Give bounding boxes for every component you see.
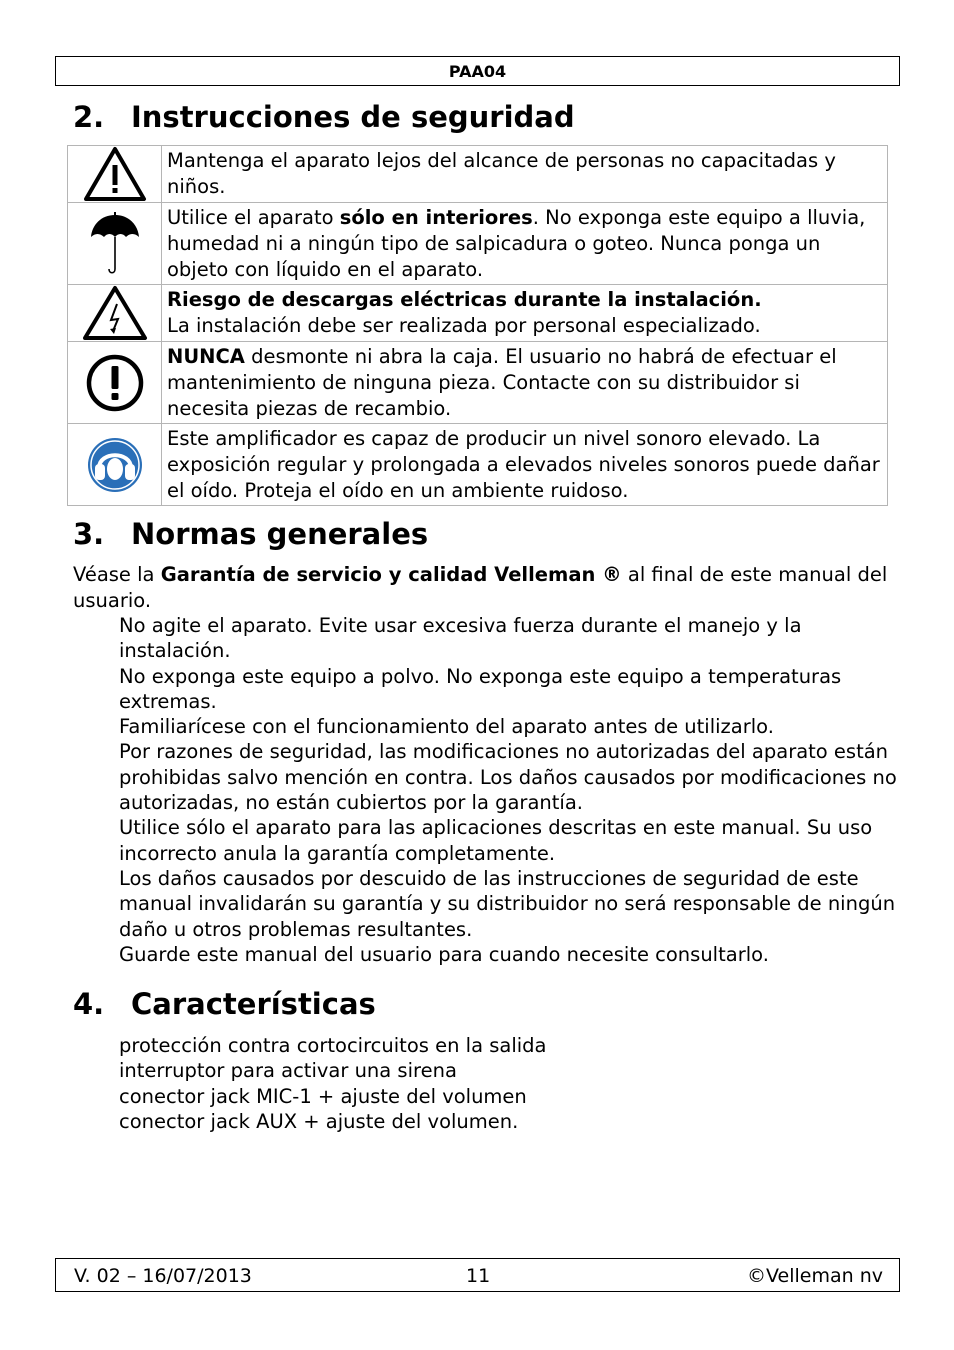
safety-text: . No exponga este equipo a lluvia, humedad ni a ningún tipo de salpicadura o goteo. Nunca ponga un objeto con líquido en el aparato. xyxy=(167,206,866,281)
safety-text: Mantenga el aparato lejos del alcance de personas no capacitadas y niños. xyxy=(167,149,836,198)
list-item: Utilice sólo el aparato para las aplicaciones descritas en este manual. Su uso incorrecto anula la garantía completamente. xyxy=(119,816,873,865)
safety-text-cell xyxy=(162,203,888,285)
section-3-heading xyxy=(73,517,428,551)
intro-text: Véase la xyxy=(73,563,161,586)
general-rules-intro xyxy=(73,562,893,613)
safety-icon-cell xyxy=(68,146,162,203)
list-item: No agite el aparato. Evite usar excesiva fuerza durante el manejo y la instalación. xyxy=(119,614,802,663)
list-item: Familiarícese con el funcionamiento del aparato antes de utilizarlo. xyxy=(119,715,774,739)
umbrella-icon xyxy=(89,211,141,277)
safety-text-cell xyxy=(162,285,888,342)
exclamation-circle-icon xyxy=(85,353,145,413)
safety-text: Este amplificador es capaz de producir un nivel sonoro elevado. La exposición regular y prolongada a elevados niveles sonoros puede dañar el oído. Proteja el oído en un ambiente ruidoso. xyxy=(167,427,880,502)
model-code: PAA04 xyxy=(448,61,507,81)
safety-text: La instalación debe ser realizada por personal especializado. xyxy=(167,314,761,337)
page-number: 11 xyxy=(466,1265,491,1287)
section-3-title: Normas generales xyxy=(131,517,429,551)
section-3-number: 3. xyxy=(73,517,105,551)
intro-text: al final de este manual del usuario. xyxy=(73,563,888,612)
safety-row xyxy=(68,285,888,342)
safety-text: Utilice el aparato xyxy=(167,206,340,229)
safety-icon-cell xyxy=(68,203,162,285)
safety-icon-cell xyxy=(68,342,162,424)
safety-icon-cell xyxy=(68,424,162,506)
list-item: interruptor para activar una sirena xyxy=(119,1059,457,1083)
warning-triangle-icon xyxy=(83,146,147,202)
section-4-title: Características xyxy=(131,987,376,1021)
page-header xyxy=(55,56,900,86)
safety-text-cell xyxy=(162,424,888,506)
list-item: No exponga este equipo a polvo. No exponga este equipo a temperaturas extremas. xyxy=(119,664,842,713)
list-item: protección contra cortocircuitos en la salida xyxy=(119,1034,547,1057)
warranty-reference: Garantía de servicio y calidad Velleman ® xyxy=(160,563,622,586)
list-item: conector jack MIC-1 + ajuste del volumen xyxy=(119,1084,527,1108)
section-2-number: 2. xyxy=(73,100,105,134)
safety-row xyxy=(68,342,888,424)
safety-text-cell xyxy=(162,342,888,424)
safety-row xyxy=(68,146,888,203)
page-footer xyxy=(55,1258,900,1292)
copyright: ©Velleman nv xyxy=(747,1265,883,1287)
safety-instructions-table xyxy=(67,145,888,506)
section-2-heading xyxy=(73,100,575,134)
list-item: conector jack AUX + ajuste del volumen. xyxy=(119,1109,519,1133)
list-item: Por razones de seguridad, las modificaciones no autorizadas del aparato están prohibidas salvo mención en contra. Los daños causados por modificaciones no autorizadas, no están cubiertos por la garantía. xyxy=(119,740,897,815)
safety-text-emphasis: NUNCA xyxy=(167,345,245,368)
safety-text: desmonte ni abra la caja. El usuario no habrá de efectuar el mantenimiento de ninguna pieza. Contacte con su distribuidor si necesita piezas de recambio. xyxy=(167,345,837,420)
safety-text-emphasis: Riesgo de descargas eléctricas durante la instalación. xyxy=(167,288,762,311)
list-item: Guarde este manual del usuario para cuando necesite consultarlo. xyxy=(119,942,769,966)
safety-text-emphasis: sólo en interiores xyxy=(339,206,533,229)
safety-row xyxy=(68,424,888,506)
section-2-title: Instrucciones de seguridad xyxy=(131,100,575,134)
section-4-heading xyxy=(73,987,376,1021)
section-4-number: 4. xyxy=(73,987,105,1021)
electric-shock-warning-icon xyxy=(82,285,148,341)
features-list xyxy=(119,1033,899,1134)
general-rules-list xyxy=(119,613,899,967)
safety-text-cell xyxy=(162,146,888,203)
list-item: Los daños causados por descuido de las instrucciones de seguridad de este manual invalidarán su garantía y su distribuidor no será responsable de ningún daño u otros problemas resultantes. xyxy=(119,866,896,941)
ear-protection-icon xyxy=(86,436,144,494)
safety-icon-cell xyxy=(68,285,162,342)
version-date: V. 02 – 16/07/2013 xyxy=(74,1265,252,1287)
safety-row xyxy=(68,203,888,285)
